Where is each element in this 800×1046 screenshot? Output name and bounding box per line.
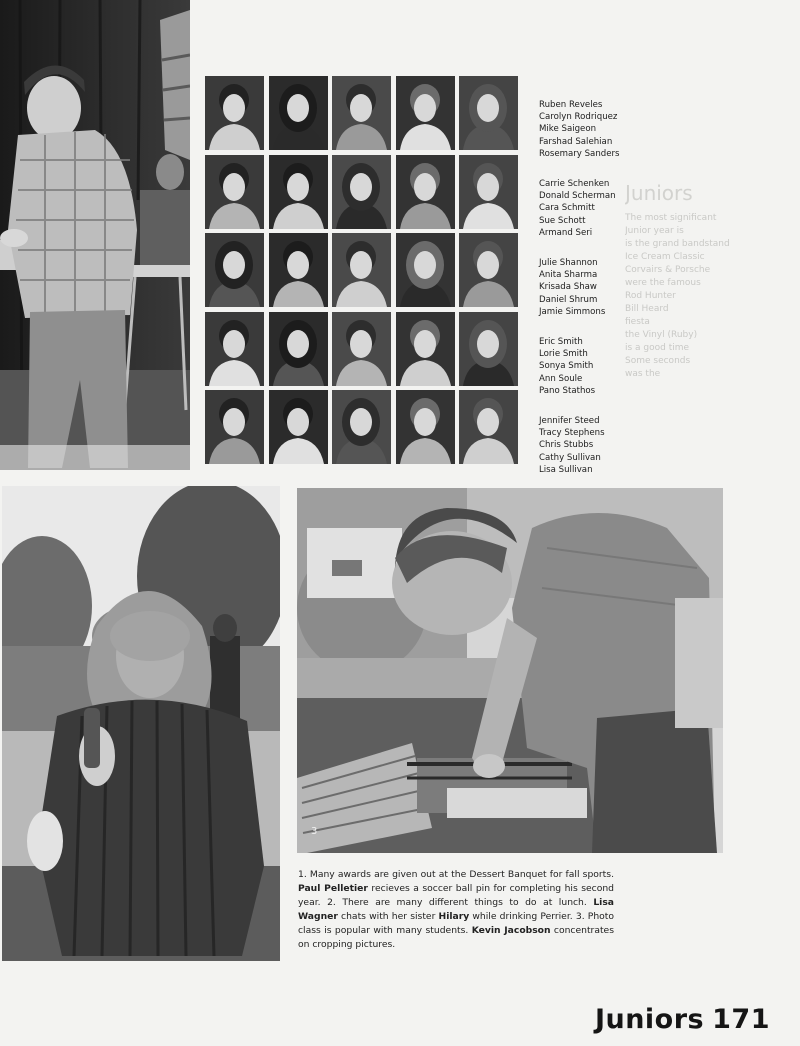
page-number: 171 — [712, 1004, 770, 1035]
caption-name: Kevin Jacobson — [471, 925, 551, 936]
show-through-line: fiesta — [625, 317, 650, 327]
student-portrait — [459, 390, 518, 464]
caption-text: concentrates on cropping pictures. — [298, 925, 614, 950]
student-portrait — [332, 76, 391, 150]
show-through-heading: Juniors — [625, 181, 693, 205]
student-name: Rosemary Sanders — [539, 148, 620, 159]
show-through-line: the Vinyl (Ruby) — [625, 330, 698, 340]
photo-number: 3 — [311, 826, 318, 837]
caption-text: chats with her sister — [337, 911, 439, 922]
student-name: Sue Schott — [539, 215, 586, 226]
caption-name: Hilary — [438, 911, 470, 922]
student-name: Chris Stubbs — [539, 440, 594, 451]
student-portrait — [459, 155, 518, 229]
student-portrait — [459, 233, 518, 307]
student-name: Farshad Salehian — [539, 136, 613, 147]
caption-name: Lisa Wagner — [298, 897, 614, 922]
student-portrait — [396, 76, 455, 150]
page-folio — [595, 1004, 770, 1035]
student-name: Pano Stathos — [539, 385, 596, 396]
caption-text: while drinking Perrier. 3. Photo class is popular with many students. — [298, 911, 614, 936]
student-name: Daniel Shrum — [539, 294, 598, 305]
name-list — [539, 178, 659, 239]
student-portrait — [205, 155, 264, 229]
show-through-line: is a good time — [625, 343, 690, 353]
student-portrait — [269, 76, 328, 150]
student-portrait — [332, 312, 391, 386]
caption-text: recieves a soccer ball pin for completing his second year. 2. There are many different things to do at lunch. — [298, 883, 614, 908]
student-name: Ann Soule — [539, 373, 583, 384]
student-name: Anita Sharma — [539, 270, 598, 281]
student-name: Lisa Sullivan — [539, 464, 593, 475]
student-portrait — [332, 390, 391, 464]
student-name: Jennifer Steed — [539, 416, 600, 426]
student-portrait — [396, 233, 455, 307]
student-portrait — [269, 155, 328, 229]
portrait-grid — [205, 76, 520, 472]
student-portrait — [332, 155, 391, 229]
student-name: Cara Schmitt — [539, 203, 595, 214]
name-list — [539, 415, 659, 476]
show-through-line: Corvairs & Porsche — [625, 265, 711, 275]
show-through-line: were the famous — [625, 278, 701, 288]
show-through-line: was the — [625, 369, 661, 379]
photo-lunch — [2, 486, 280, 961]
student-name: Cathy Sullivan — [539, 452, 601, 463]
student-portrait — [396, 312, 455, 386]
student-name: Sonya Smith — [539, 361, 594, 372]
name-list — [539, 336, 659, 397]
student-portrait — [459, 312, 518, 386]
section-title: Juniors — [594, 1004, 705, 1035]
student-name: Armand Seri — [539, 227, 593, 238]
student-portrait — [205, 312, 264, 386]
student-portrait — [396, 155, 455, 229]
student-name: Carolyn Rodriquez — [539, 112, 618, 123]
student-name: Julie Shannon — [539, 258, 598, 268]
student-name: Jamie Simmons — [539, 306, 606, 317]
student-name: Carrie Schenken — [539, 179, 610, 189]
show-through-line: The most significant — [625, 213, 717, 223]
caption-text: 1. Many awards are given out at the Dessert Banquet for fall sports. — [298, 869, 614, 880]
caption-name: Paul Pelletier — [298, 883, 368, 894]
student-portrait — [269, 390, 328, 464]
show-through-line: is the grand bandstand — [625, 239, 730, 249]
student-name: Lorie Smith — [539, 349, 588, 360]
photo-photo-class — [297, 488, 723, 853]
student-name: Krisada Shaw — [539, 282, 597, 293]
student-name: Mike Saigeon — [539, 124, 597, 135]
student-portrait — [269, 312, 328, 386]
name-list — [539, 99, 659, 160]
student-portrait — [269, 233, 328, 307]
student-name: Eric Smith — [539, 337, 583, 347]
student-portrait — [332, 233, 391, 307]
show-through-line: Ice Cream Classic — [625, 252, 705, 262]
student-portrait — [396, 390, 455, 464]
student-name: Donald Scherman — [539, 191, 616, 202]
name-list — [539, 257, 659, 318]
photo-captions — [298, 868, 614, 952]
student-portrait — [205, 390, 264, 464]
student-portrait — [205, 233, 264, 307]
show-through-line: Junior year is — [625, 226, 684, 236]
show-through-line: Bill Heard — [625, 304, 669, 314]
student-portrait — [459, 76, 518, 150]
student-name: Ruben Reveles — [539, 100, 603, 110]
photo-banquet — [0, 0, 190, 470]
show-through-line: Rod Hunter — [625, 291, 676, 301]
student-portrait — [205, 76, 264, 150]
student-name: Tracy Stephens — [539, 428, 605, 439]
show-through-line: Some seconds — [625, 356, 691, 366]
